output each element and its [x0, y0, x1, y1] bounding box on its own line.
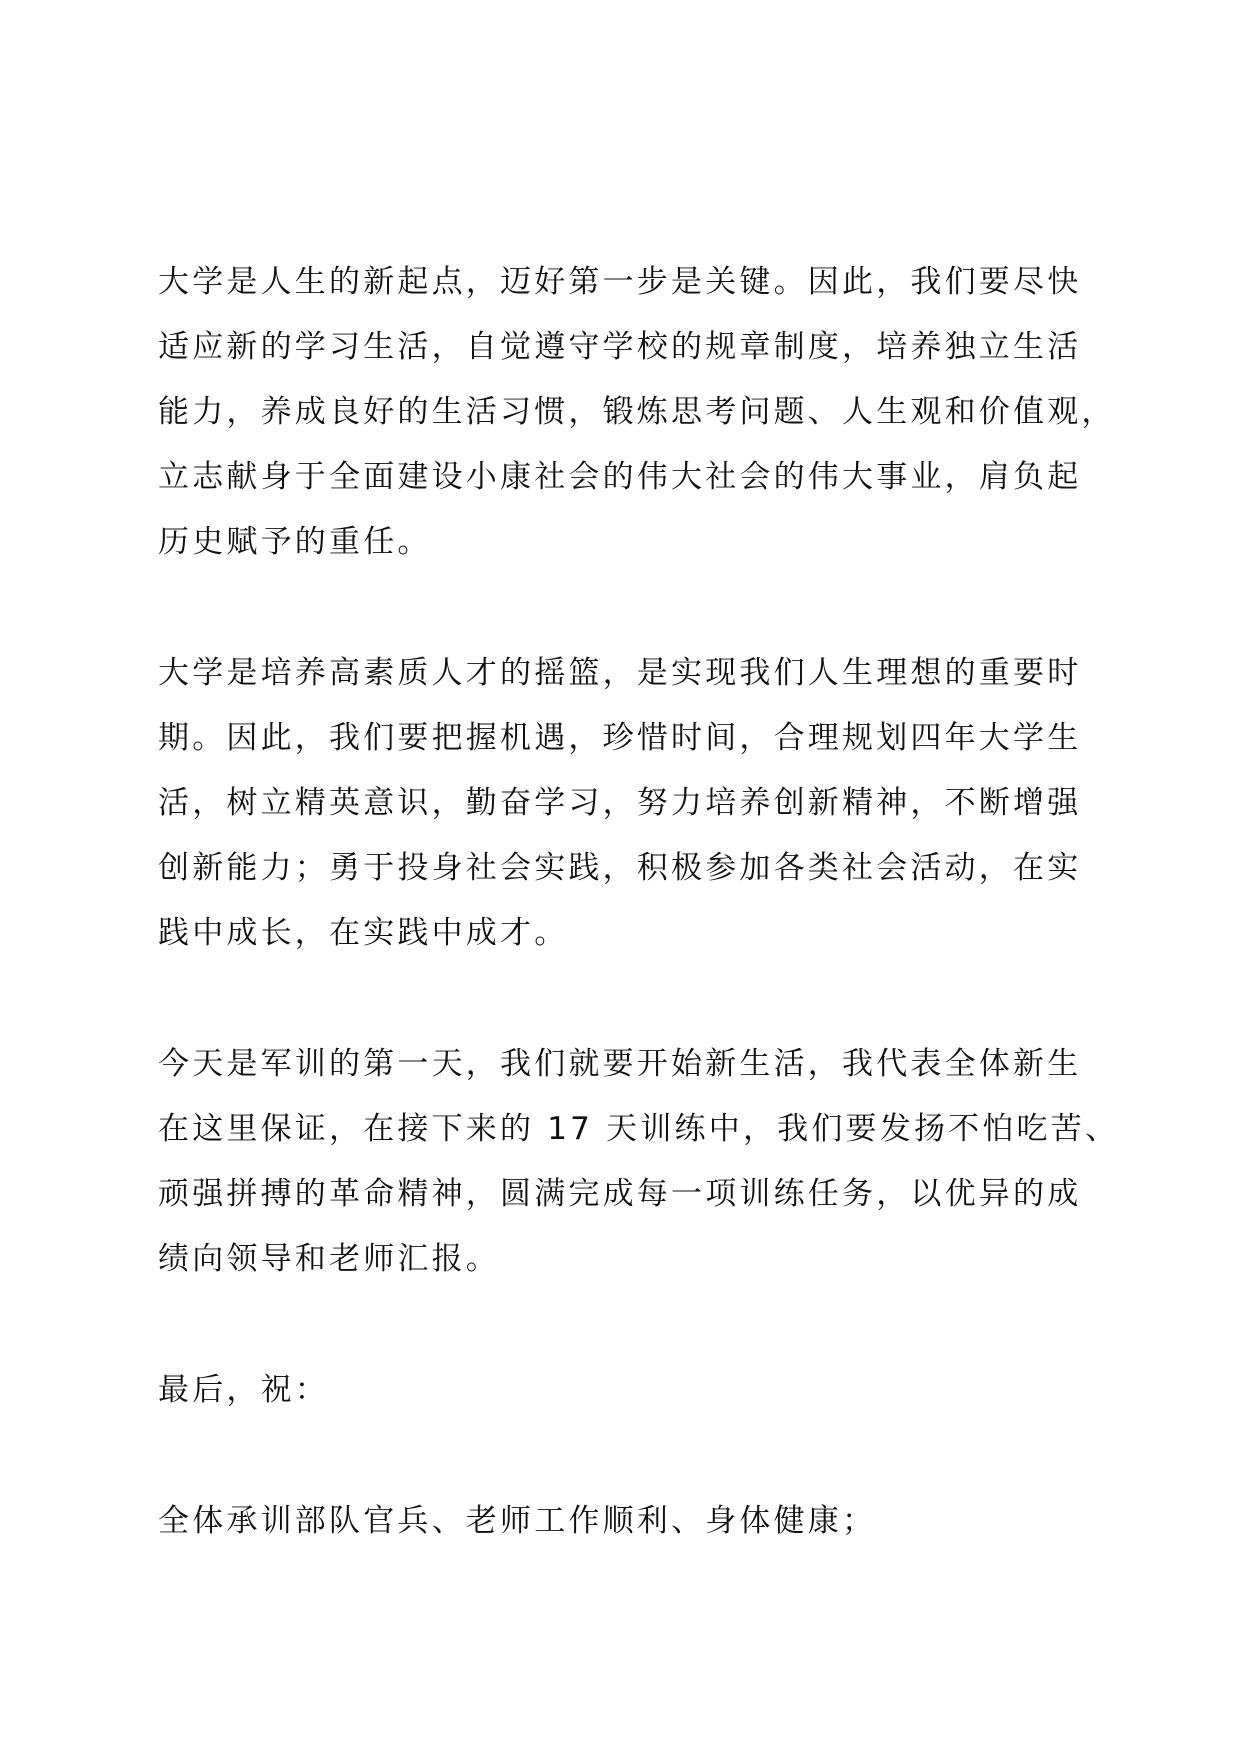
paragraph-military-training	[158, 1032, 1120, 1292]
paragraph-line: 全体承训部队官兵、老师工作顺利、身体健康；	[158, 1503, 877, 1539]
document-body	[158, 250, 1120, 1554]
paragraph-gap	[158, 1423, 1078, 1489]
paragraph-university-starting-point	[158, 250, 1116, 575]
paragraph-line: 今天是军训的第一天，我们就要开始新生活，我代表全体新生	[158, 1046, 1082, 1082]
paragraph-line: 创新能力；勇于投身社会实践，积极参加各类社会活动，在实	[158, 850, 1082, 886]
paragraph-line: 能力，养成良好的生活习惯，锻炼思考问题、人生观和价值观，	[158, 394, 1116, 430]
paragraph-line: 在这里保证，在接下来的 17 天训练中，我们要发扬不怕吃苦、	[158, 1111, 1120, 1147]
paragraph-line: 适应新的学习生活，自觉遵守学校的规章制度，培养独立生活	[158, 329, 1082, 365]
paragraph-gap	[158, 1292, 1078, 1358]
paragraph-line: 活，树立精英意识，勤奋学习，努力培养创新精神，不断增强	[158, 785, 1082, 821]
paragraph-line: 大学是人生的新起点，迈好第一步是关键。因此，我们要尽快	[158, 264, 1082, 300]
paragraph-line: 大学是培养高素质人才的摇篮，是实现我们人生理想的重要时	[158, 655, 1082, 691]
paragraph-line: 最后，祝：	[158, 1372, 329, 1408]
paragraph-gap	[158, 575, 1078, 641]
paragraph-line: 立志献身于全面建设小康社会的伟大社会的伟大事业，肩负起	[158, 459, 1082, 495]
paragraph-line: 期。因此，我们要把握机遇，珍惜时间，合理规划四年大学生	[158, 720, 1082, 756]
paragraph-line: 历史赋予的重任。	[158, 524, 432, 560]
paragraph-blessing	[158, 1489, 1078, 1554]
paragraph-line: 顽强拼搏的革命精神，圆满完成每一项训练任务，以优异的成	[158, 1176, 1082, 1212]
paragraph-talent-cradle	[158, 641, 1082, 966]
paragraph-line: 绩向领导和老师汇报。	[158, 1241, 500, 1277]
paragraph-closing-wish	[158, 1358, 1078, 1423]
paragraph-line: 践中成长，在实践中成才。	[158, 915, 569, 951]
paragraph-gap	[158, 966, 1078, 1032]
